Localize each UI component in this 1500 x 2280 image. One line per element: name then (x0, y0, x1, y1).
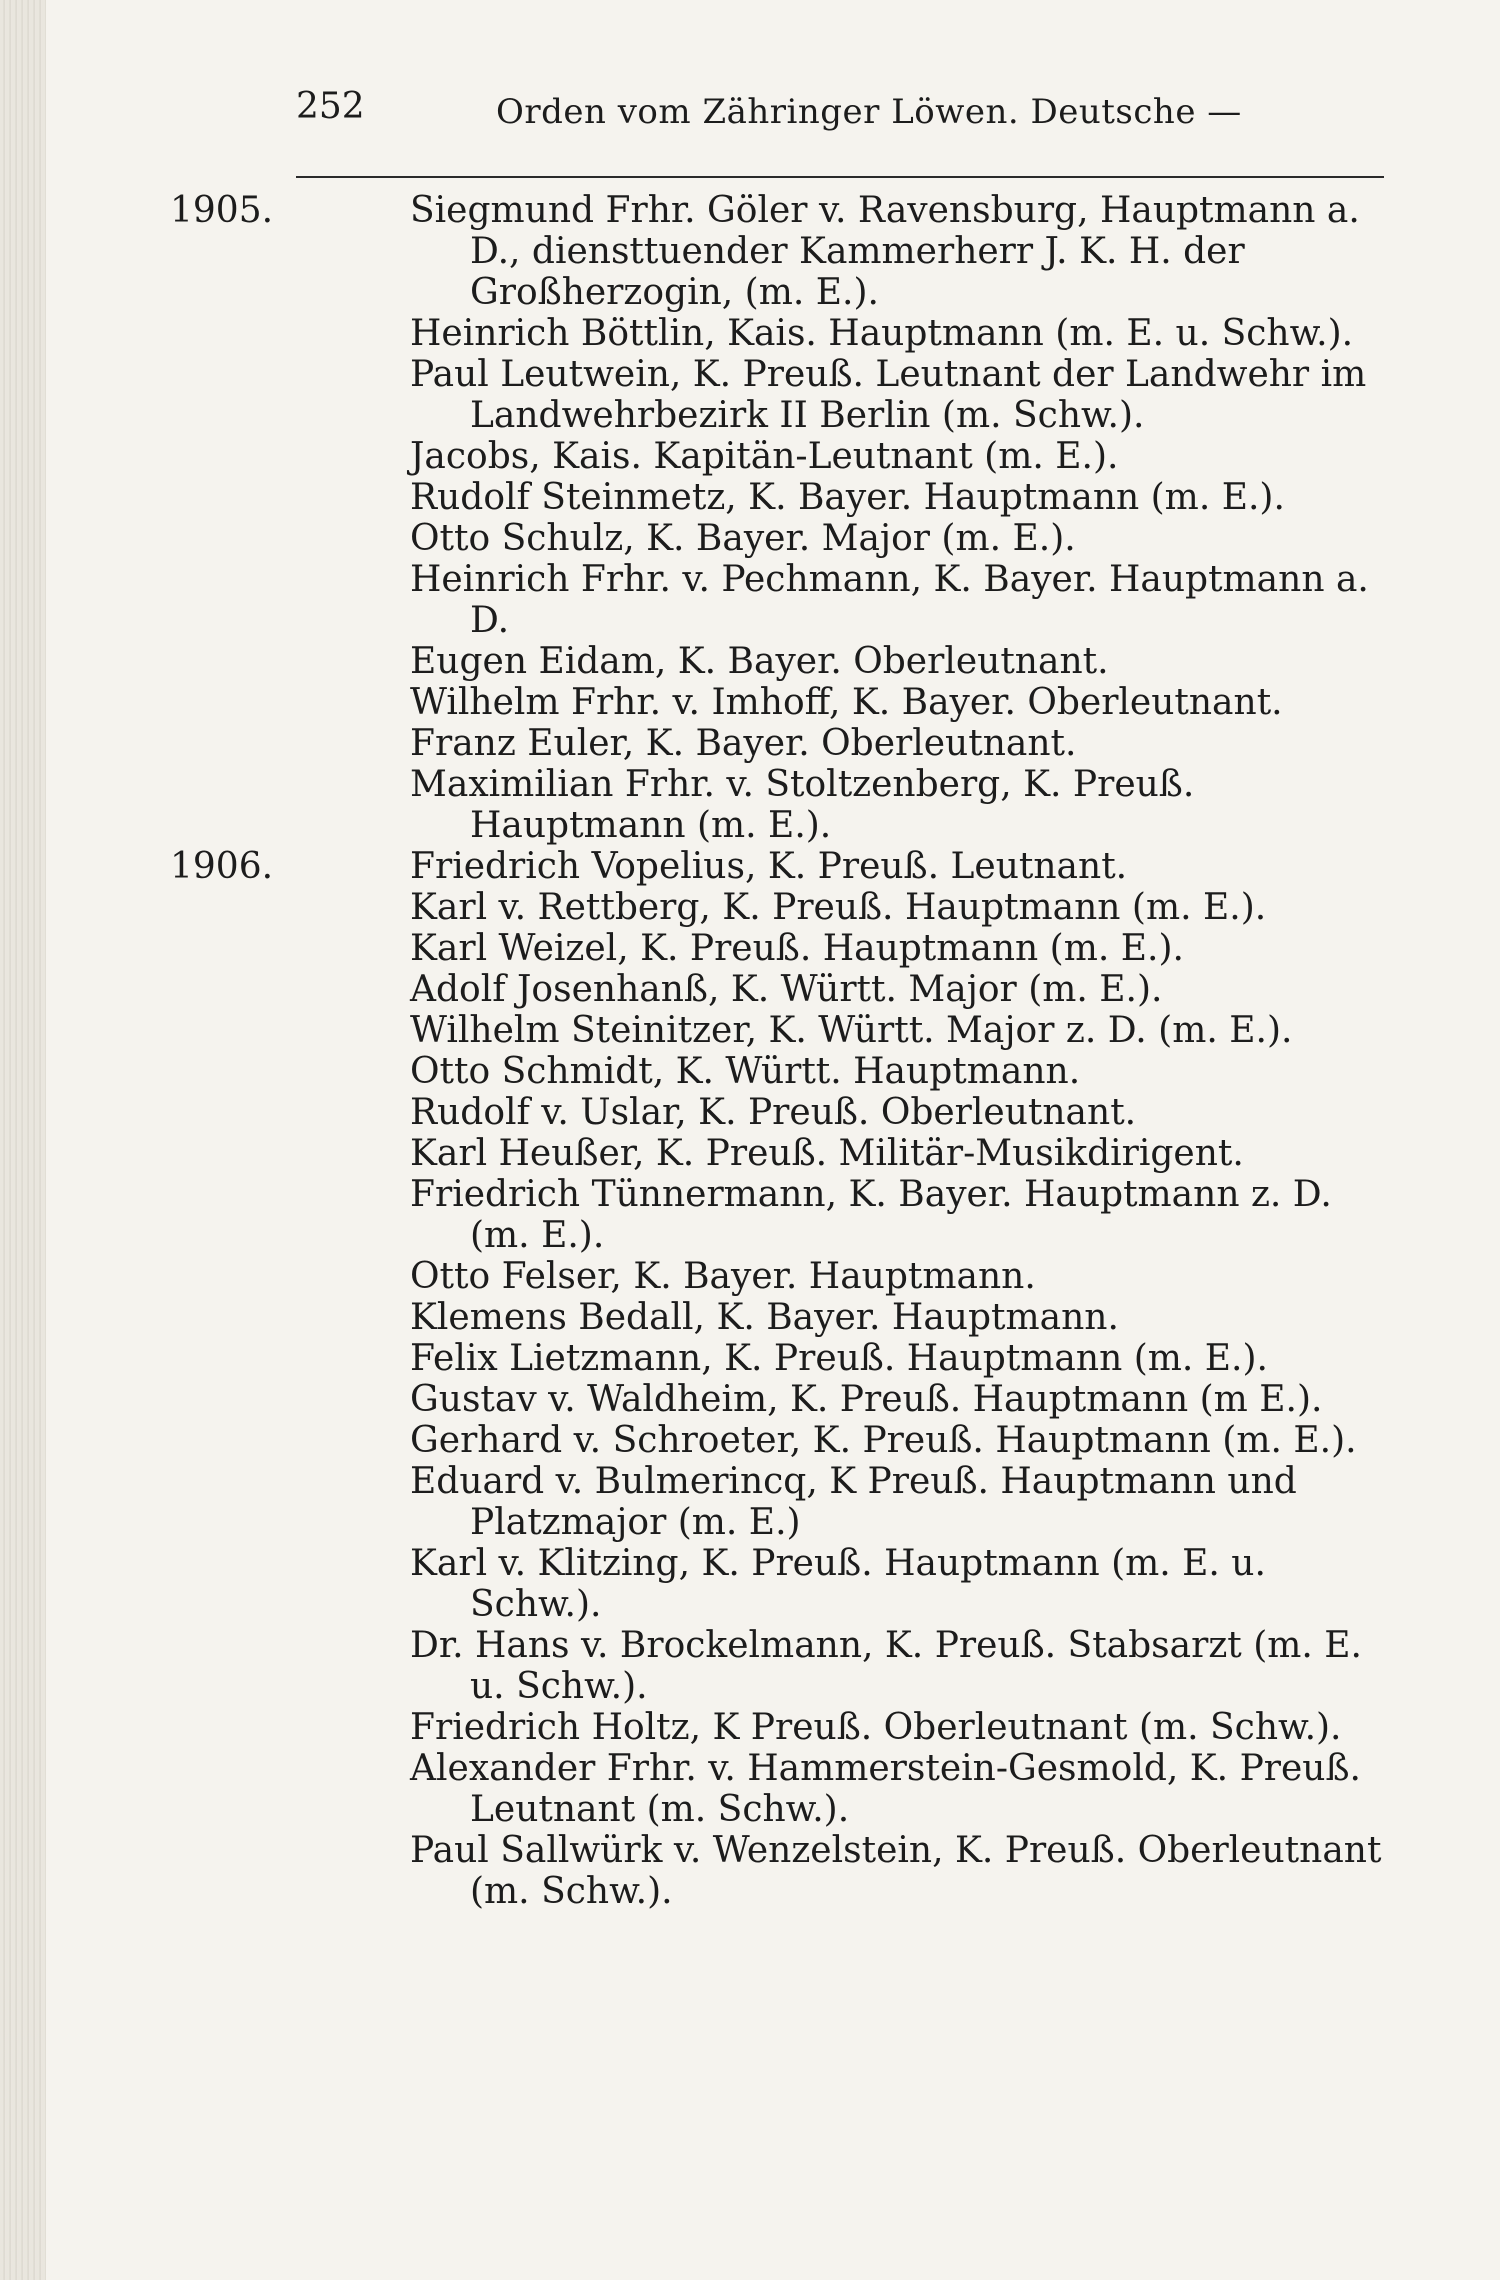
entry-text: Adolf Josenhanß, K. Württ. Major (m. E.). (410, 969, 1163, 1010)
entry-text: Friedrich Tünnermann, K. Bayer. Hauptmann z. D. (m. E.). (410, 1174, 1332, 1256)
entry-text: Gustav v. Waldheim, K. Preuß. Hauptmann (m E.). (410, 1379, 1323, 1420)
running-title: Orden vom Zähringer Löwen. Deutsche — (496, 92, 1242, 132)
entry-text: Karl v. Klitzing, K. Preuß. Hauptmann (m. E. u. Schw.). (410, 1543, 1266, 1625)
list-item (350, 969, 1390, 1010)
page-number: 252 (296, 86, 365, 127)
list-item (350, 1338, 1390, 1379)
entry-text: Friedrich Holtz, K Preuß. Oberleutnant (m. Schw.). (410, 1707, 1342, 1748)
entry-year: 1906. (170, 846, 274, 887)
list-item (350, 1379, 1390, 1420)
list-item (350, 1256, 1390, 1297)
list-item (350, 1830, 1390, 1912)
list-item (350, 1092, 1390, 1133)
entry-text: Alexander Frhr. v. Hammerstein-Gesmold, K. Preuß. Leutnant (m. Schw.). (410, 1748, 1361, 1830)
entry-text: Karl v. Rettberg, K. Preuß. Hauptmann (m. E.). (410, 887, 1267, 928)
list-item (350, 1297, 1390, 1338)
entry-text: Maximilian Frhr. v. Stoltzenberg, K. Preuß. Hauptmann (m. E.). (410, 764, 1195, 846)
list-item (350, 928, 1390, 969)
list-item (350, 1707, 1390, 1748)
list-item (350, 518, 1390, 559)
list-item (350, 1420, 1390, 1461)
list-item (350, 764, 1390, 846)
entry-text: Karl Heußer, K. Preuß. Militär-Musikdirigent. (410, 1133, 1244, 1174)
entry-text: Friedrich Vopelius, K. Preuß. Leutnant. (410, 846, 1128, 887)
list-item (350, 1010, 1390, 1051)
entry-text: Dr. Hans v. Brockelmann, K. Preuß. Stabsarzt (m. E. u. Schw.). (410, 1625, 1362, 1707)
list-item (350, 477, 1390, 518)
entry-text: Heinrich Frhr. v. Pechmann, K. Bayer. Hauptmann a. D. (410, 559, 1369, 641)
list-item (350, 559, 1390, 641)
list-item (350, 641, 1390, 682)
list-item (170, 846, 1390, 887)
entry-text: Otto Schulz, K. Bayer. Major (m. E.). (410, 518, 1076, 559)
list-item (350, 1625, 1390, 1707)
entry-list (170, 190, 1390, 1912)
entry-text: Wilhelm Frhr. v. Imhoff, K. Bayer. Oberleutnant. (410, 682, 1283, 723)
list-item (350, 436, 1390, 477)
list-item (350, 1748, 1390, 1830)
entry-text: Franz Euler, K. Bayer. Oberleutnant. (410, 723, 1077, 764)
entry-text: Otto Felser, K. Bayer. Hauptmann. (410, 1256, 1036, 1297)
entry-text: Gerhard v. Schroeter, K. Preuß. Hauptmann (m. E.). (410, 1420, 1357, 1461)
list-item (350, 1543, 1390, 1625)
entry-text: Otto Schmidt, K. Württ. Hauptmann. (410, 1051, 1081, 1092)
header-rule (296, 176, 1384, 178)
list-item (170, 190, 1390, 313)
page-header (296, 86, 1386, 150)
entry-text: Wilhelm Steinitzer, K. Württ. Major z. D. (m. E.). (410, 1010, 1293, 1051)
entry-year: 1905. (170, 190, 274, 231)
list-item (350, 723, 1390, 764)
entry-text: Rudolf Steinmetz, K. Bayer. Hauptmann (m. E.). (410, 477, 1285, 518)
list-item (350, 1461, 1390, 1543)
list-item (350, 1051, 1390, 1092)
entry-text: Paul Leutwein, K. Preuß. Leutnant der Landwehr im Landwehrbezirk II Berlin (m. Schw.). (410, 354, 1367, 436)
list-item (350, 1133, 1390, 1174)
page-binding-edge (0, 0, 46, 2280)
list-item (350, 354, 1390, 436)
entry-text: Heinrich Böttlin, Kais. Hauptmann (m. E. u. Schw.). (410, 313, 1354, 354)
entry-text: Klemens Bedall, K. Bayer. Hauptmann. (410, 1297, 1119, 1338)
entry-text: Eduard v. Bulmerincq, K Preuß. Hauptmann und Platzmajor (m. E.) (410, 1461, 1297, 1543)
entry-text: Paul Sallwürk v. Wenzelstein, K. Preuß. Oberleutnant (m. Schw.). (410, 1830, 1382, 1912)
entry-text: Eugen Eidam, K. Bayer. Oberleutnant. (410, 641, 1109, 682)
list-item (350, 682, 1390, 723)
list-item (350, 887, 1390, 928)
list-item (350, 313, 1390, 354)
list-item (350, 1174, 1390, 1256)
entry-text: Jacobs, Kais. Kapitän-Leutnant (m. E.). (410, 436, 1119, 477)
entry-text: Karl Weizel, K. Preuß. Hauptmann (m. E.). (410, 928, 1184, 969)
entry-text: Rudolf v. Uslar, K. Preuß. Oberleutnant. (410, 1092, 1137, 1133)
entry-text: Siegmund Frhr. Göler v. Ravensburg, Hauptmann a. D., diensttuender Kammerherr J. K. H. der Großherzogin, (m. E.). (410, 190, 1360, 313)
entry-text: Felix Lietzmann, K. Preuß. Hauptmann (m. E.). (410, 1338, 1268, 1379)
